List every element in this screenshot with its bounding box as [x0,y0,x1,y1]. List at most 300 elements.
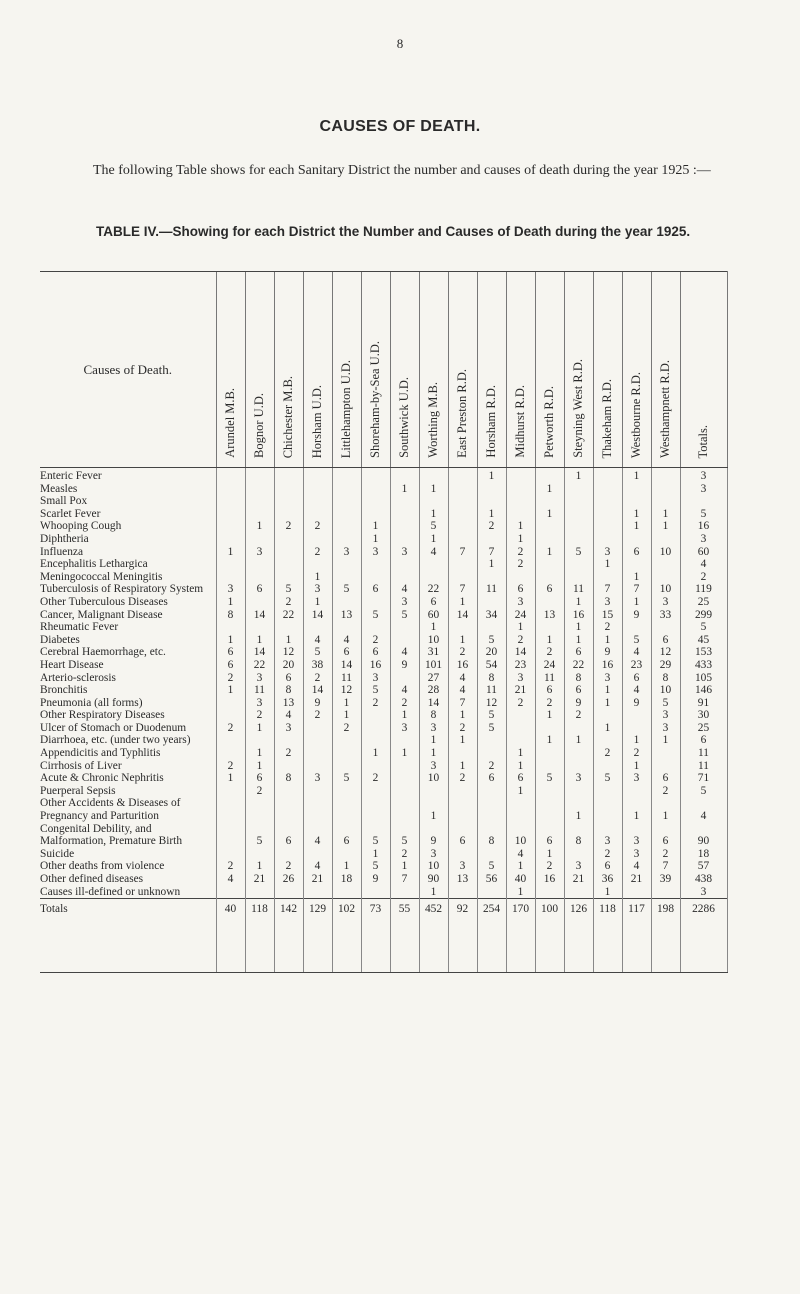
count-cell: 5 [419,520,448,533]
cause-label: Acute & Chronic Nephritis [40,772,164,785]
count-cell [506,734,535,747]
count-cell: 1 [390,747,419,760]
count-cell: 26 [274,873,303,886]
count-cell: 33 [651,609,680,622]
count-cell [651,558,680,571]
count-cell: 1 [274,634,303,647]
count-cell: 1 [506,621,535,634]
row-total-cell: 299 [680,609,727,622]
row-total-cell: 25 [680,596,727,609]
count-cell: 13 [448,873,477,886]
row-total-cell: 57 [680,860,727,873]
count-cell [477,483,506,496]
count-cell [535,571,564,584]
table-row [40,621,727,634]
count-cell [361,468,390,483]
count-cell: 3 [361,672,390,685]
count-cell [390,797,419,822]
count-cell: 2 [593,747,622,760]
count-cell: 1 [506,886,535,899]
district-column-header [361,272,390,468]
cause-label: Diarrhoea, etc. (under two years) [40,734,191,747]
count-cell: 1 [535,634,564,647]
count-cell: 2 [361,772,390,785]
row-total-cell: 90 [680,823,727,848]
count-cell: 4 [390,583,419,596]
count-cell: 9 [564,697,593,710]
count-cell [535,785,564,798]
count-cell: 4 [506,848,535,861]
count-cell [419,558,448,571]
count-cell [332,468,361,483]
count-cell [245,508,274,521]
count-cell: 1 [419,508,448,521]
count-cell [448,571,477,584]
count-cell [216,697,245,710]
count-cell: 1 [390,860,419,873]
count-cell: 2 [477,760,506,773]
count-cell [448,886,477,899]
cause-label: Other Tuberculous Diseases [40,595,168,608]
district-column-header [680,272,727,468]
count-cell: 1 [506,747,535,760]
count-cell: 6 [651,634,680,647]
count-cell [303,734,332,747]
count-cell: 142 [274,899,303,973]
count-cell [216,558,245,571]
count-cell [361,508,390,521]
count-cell [564,520,593,533]
count-cell [390,672,419,685]
count-cell [593,468,622,483]
count-cell: 2 [274,596,303,609]
count-cell: 6 [419,596,448,609]
district-name: East Preston R.D. [455,369,469,458]
count-cell [274,508,303,521]
count-cell: 2 [506,634,535,647]
count-cell [390,734,419,747]
count-cell [506,797,535,822]
count-cell [303,722,332,735]
count-cell: 2 [651,785,680,798]
count-cell [303,621,332,634]
count-cell: 1 [593,722,622,735]
row-total-cell: 45 [680,634,727,647]
count-cell: 11 [245,684,274,697]
count-cell: 2 [651,848,680,861]
count-cell: 1 [361,848,390,861]
count-cell: 1 [622,596,651,609]
count-cell: 5 [651,697,680,710]
count-cell: 21 [506,684,535,697]
count-cell [448,468,477,483]
count-cell [390,886,419,899]
count-cell: 14 [245,609,274,622]
count-cell: 14 [303,684,332,697]
count-cell [477,734,506,747]
district-column-header [535,272,564,468]
table-row [40,596,727,609]
count-cell: 1 [216,546,245,559]
district-name: Westhampnett R.D. [658,360,672,458]
count-cell: 12 [477,697,506,710]
count-cell [651,621,680,634]
row-total-cell: 119 [680,583,727,596]
count-cell: 4 [622,646,651,659]
count-cell: 2 [448,772,477,785]
district-name: Chichester M.B. [281,375,295,458]
count-cell [651,886,680,899]
count-cell: 254 [477,899,506,973]
count-cell [622,533,651,546]
count-cell: 9 [622,697,651,710]
count-cell [274,571,303,584]
count-cell: 14 [506,646,535,659]
count-cell [274,848,303,861]
row-total-cell: 105 [680,672,727,685]
count-cell [506,468,535,483]
cause-label: Pneumonia (all forms) [40,696,143,709]
count-cell [216,533,245,546]
count-cell: 1 [564,734,593,747]
row-total-cell: 60 [680,546,727,559]
count-cell [390,634,419,647]
count-cell: 54 [477,659,506,672]
count-cell [303,797,332,822]
count-cell [361,734,390,747]
count-cell: 11 [477,684,506,697]
count-cell: 1 [622,797,651,822]
count-cell: 3 [361,546,390,559]
count-cell: 2 [361,634,390,647]
count-cell: 2 [245,785,274,798]
count-cell: 16 [535,873,564,886]
count-cell: 1 [506,785,535,798]
count-cell: 3 [419,722,448,735]
table-row [40,468,727,483]
count-cell: 118 [593,899,622,973]
count-cell [419,468,448,483]
count-cell [216,571,245,584]
count-cell: 6 [506,583,535,596]
count-cell: 9 [593,646,622,659]
count-cell: 34 [477,609,506,622]
count-cell: 9 [419,823,448,848]
page-number: 8 [396,36,404,51]
count-cell: 10 [419,772,448,785]
count-cell: 1 [622,571,651,584]
count-cell: 8 [274,772,303,785]
table-row [40,659,727,672]
count-cell: 8 [651,672,680,685]
count-cell: 5 [361,860,390,873]
cause-label: Ulcer of Stomach or Duodenum [40,721,187,734]
count-cell: 2 [245,709,274,722]
count-cell: 31 [419,646,448,659]
count-cell: 9 [390,659,419,672]
count-cell: 1 [216,684,245,697]
count-cell [390,558,419,571]
count-cell [564,483,593,496]
count-cell [332,596,361,609]
count-cell [448,747,477,760]
count-cell [651,495,680,508]
count-cell [535,468,564,483]
count-cell: 4 [448,672,477,685]
count-cell: 6 [245,772,274,785]
count-cell: 2 [303,709,332,722]
count-cell: 2 [216,860,245,873]
count-cell [448,621,477,634]
count-cell [564,760,593,773]
count-cell: 1 [593,684,622,697]
count-cell [390,495,419,508]
count-cell: 1 [361,520,390,533]
count-cell: 7 [448,583,477,596]
row-total-cell: 18 [680,848,727,861]
count-cell [390,571,419,584]
count-cell: 6 [535,823,564,848]
cause-label: Cerebral Haemorrhage, etc. [40,646,166,659]
intro-text: The following Table shows for each Sanitary District the number and causes of death during the year 1925 :— [93,163,711,178]
count-cell: 1 [216,634,245,647]
count-cell [535,520,564,533]
count-cell: 56 [477,873,506,886]
count-cell [477,886,506,899]
count-cell: 2 [506,697,535,710]
count-cell: 129 [303,899,332,973]
count-cell: 5 [390,823,419,848]
count-cell: 7 [448,546,477,559]
table-row [40,797,727,822]
count-cell: 4 [390,646,419,659]
count-cell [506,571,535,584]
count-cell: 1 [303,596,332,609]
table-row [40,722,727,735]
count-cell: 2 [564,709,593,722]
count-cell: 6 [448,823,477,848]
count-cell: 92 [448,899,477,973]
count-cell [651,760,680,773]
district-column-header [245,272,274,468]
count-cell: 1 [535,709,564,722]
count-cell: 6 [622,546,651,559]
count-cell: 6 [651,772,680,785]
count-cell: 1 [245,860,274,873]
cause-label: Diphtheria [40,532,89,545]
count-cell: 40 [506,873,535,886]
count-cell: 1 [332,697,361,710]
count-cell [361,760,390,773]
count-cell: 8 [564,672,593,685]
count-cell: 5 [361,823,390,848]
count-cell [332,520,361,533]
district-column-header [390,272,419,468]
count-cell: 1 [361,747,390,760]
count-cell: 5 [477,722,506,735]
count-cell: 11 [564,583,593,596]
count-cell: 1 [303,571,332,584]
count-cell: 6 [216,659,245,672]
count-cell: 23 [506,659,535,672]
table-row [40,684,727,697]
count-cell: 2 [535,697,564,710]
count-cell [332,886,361,899]
count-cell [245,621,274,634]
count-cell: 2 [622,747,651,760]
district-column-header [622,272,651,468]
table-row [40,583,727,596]
count-cell: 1 [622,734,651,747]
count-cell [216,785,245,798]
count-cell: 4 [303,860,332,873]
count-cell: 2 [216,760,245,773]
count-cell [535,747,564,760]
count-cell [245,533,274,546]
count-cell [448,495,477,508]
count-cell: 60 [419,609,448,622]
count-cell [448,533,477,546]
count-cell: 1 [390,483,419,496]
count-cell [361,722,390,735]
district-column-header [448,272,477,468]
count-cell [448,848,477,861]
count-cell [303,533,332,546]
count-cell: 10 [651,583,680,596]
count-cell: 1 [564,797,593,822]
row-total-cell: 4 [680,558,727,571]
count-cell: 11 [477,583,506,596]
row-total-cell: 3 [680,483,727,496]
count-cell: 5 [564,546,593,559]
count-cell [564,886,593,899]
count-cell: 1 [477,558,506,571]
row-total-cell: 438 [680,873,727,886]
count-cell: 3 [245,672,274,685]
count-cell [216,508,245,521]
count-cell: 1 [448,596,477,609]
count-cell [564,558,593,571]
count-cell: 3 [593,546,622,559]
count-cell [216,734,245,747]
count-cell: 2 [303,520,332,533]
count-cell: 1 [564,468,593,483]
district-name: Littlehampton U.D. [339,359,353,458]
row-total-cell: 91 [680,697,727,710]
count-cell: 102 [332,899,361,973]
count-cell [332,797,361,822]
count-cell: 39 [651,873,680,886]
table-row [40,546,727,559]
cause-label: Influenza [40,545,84,558]
table-row [40,672,727,685]
count-cell [477,797,506,822]
count-cell [622,558,651,571]
count-cell [390,533,419,546]
count-cell [332,495,361,508]
count-cell: 118 [245,899,274,973]
table-row [40,848,727,861]
count-cell [535,533,564,546]
count-cell [651,468,680,483]
count-cell: 18 [332,873,361,886]
count-cell: 6 [564,684,593,697]
count-cell: 14 [245,646,274,659]
count-cell: 101 [419,659,448,672]
cause-label: Causes ill-defined or unknown [40,885,181,898]
count-cell: 4 [622,684,651,697]
count-cell [448,558,477,571]
count-cell: 7 [622,583,651,596]
count-cell: 3 [303,583,332,596]
count-cell [622,621,651,634]
count-cell [216,848,245,861]
row-total-cell [680,495,727,508]
count-cell [593,508,622,521]
count-cell [245,797,274,822]
count-cell [245,483,274,496]
count-cell: 4 [216,873,245,886]
count-cell [564,495,593,508]
count-cell [622,483,651,496]
count-cell: 1 [564,621,593,634]
count-cell [361,621,390,634]
count-cell: 12 [274,646,303,659]
count-cell: 5 [477,860,506,873]
count-cell: 1 [448,734,477,747]
count-cell: 3 [390,596,419,609]
count-cell: 3 [332,546,361,559]
count-cell [477,621,506,634]
district-column-header [332,272,361,468]
count-cell: 5 [593,772,622,785]
count-cell [593,785,622,798]
table-row [40,558,727,571]
count-cell: 1 [506,520,535,533]
count-cell [506,709,535,722]
count-cell [593,760,622,773]
page-heading: CAUSES OF DEATH. [319,118,481,135]
totals-row [40,899,727,973]
count-cell: 6 [332,646,361,659]
count-cell [245,734,274,747]
district-name: Westbourne R.D. [629,371,643,458]
count-cell: 5 [361,609,390,622]
count-cell: 3 [564,772,593,785]
cause-label: Whooping Cough [40,520,122,533]
count-cell: 3 [651,722,680,735]
count-cell [361,886,390,899]
district-name: Thakeham R.D. [600,378,614,458]
row-total-cell: 3 [680,533,727,546]
count-cell: 73 [361,899,390,973]
table-title: TABLE IV.—Showing for each District the Number and Causes of Death during the year 1925. [96,224,691,239]
count-cell: 6 [332,823,361,848]
count-cell [506,495,535,508]
count-cell [245,596,274,609]
count-cell: 8 [477,672,506,685]
count-cell [593,709,622,722]
count-cell: 1 [245,760,274,773]
count-cell [245,495,274,508]
row-total-cell: 3 [680,468,727,483]
cause-label: Scarlet Fever [40,507,101,520]
cause-label: Small Pox [40,495,88,508]
cause-label: Congenital Debility, and Malformation, Premature Birth [40,822,183,848]
count-cell [303,483,332,496]
count-cell: 3 [390,546,419,559]
count-cell [477,571,506,584]
